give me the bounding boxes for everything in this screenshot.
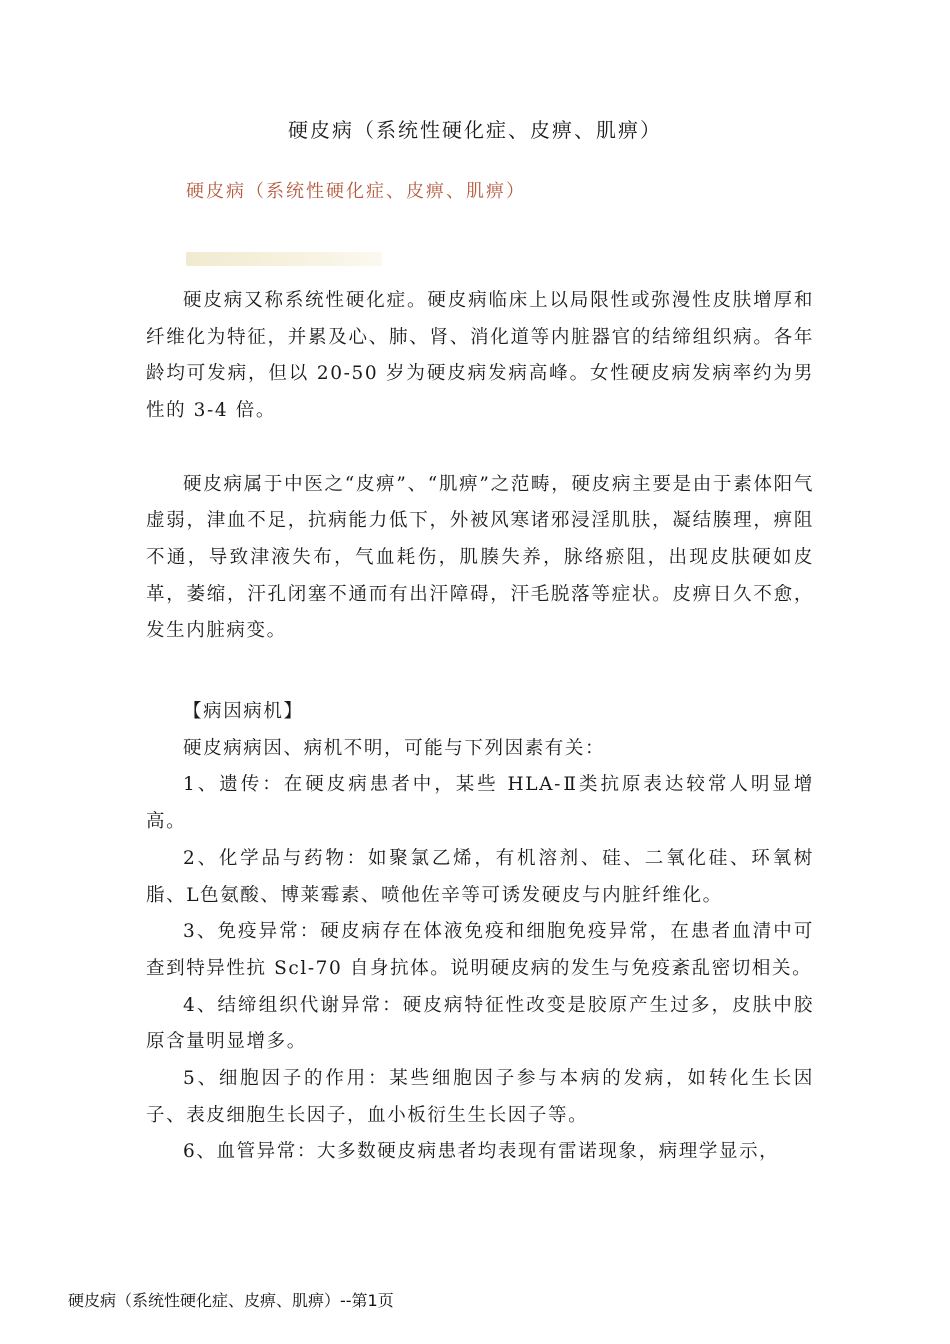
paragraph-intro: 硬皮病又称系统性硬化症。硬皮病临床上以局限性或弥漫性皮肤增厚和纤维化为特征，并累及心、肺、肾、消化道等内脏器官的结缔组织病。各年龄均可发病，但以 20-50 岁为硬皮病发病高峰。女性硬皮病发病率约为男性的 3-4 倍。 (146, 290, 814, 422)
list-item-connective-tissue: 4、结缔组织代谢异常：硬皮病特征性改变是胶原产生过多，皮肤中胶原含量明显增多。 (146, 994, 814, 1053)
faded-watermark-strip (186, 252, 382, 266)
list-item-chemicals: 2、化学品与药物：如聚氯乙烯，有机溶剂、硅、二氧化硅、环氧树脂、L色氨酸、博莱霉素、喷他佐辛等可诱发硬皮与内脏纤维化。 (146, 847, 814, 906)
paragraph-tcm: 硬皮病属于中医之“皮痹”、“肌痹”之范畴，硬皮病主要是由于素体阳气虚弱，津血不足，抗病能力低下，外被风寒诸邪浸淫肌肤，凝结腠理，痹阻不通，导致津液失布，气血耗伤，肌腠失养，脉络瘀阻，出现皮肤硬如皮革，萎缩，汗孔闭塞不通而有出汗障碍，汗毛脱落等症状。皮痹日久不愈，发生内脏病变。 (146, 473, 814, 642)
document-body (146, 283, 814, 1171)
document-title: 硬皮病（系统性硬化症、皮痹、肌痹） (288, 118, 662, 142)
page-footer: 硬皮病（系统性硬化症、皮痹、肌痹）--第1页 (68, 1291, 394, 1310)
list-item-genetics: 1、遗传：在硬皮病患者中，某些 HLA-Ⅱ类抗原表达较常人明显增高。 (146, 774, 814, 833)
paragraph-etiology-lead: 硬皮病病因、病机不明，可能与下列因素有关： (183, 737, 606, 759)
list-item-cytokines: 5、细胞因子的作用：某些细胞因子参与本病的发病，如转化生长因子、表皮细胞生长因子，血小板衍生生长因子等。 (146, 1068, 814, 1126)
list-item-vascular: 6、血管异常：大多数硬皮病患者均表现有雷诺现象，病理学显示， (183, 1141, 780, 1163)
document-subtitle: 硬皮病（系统性硬化症、皮痹、肌痹） (186, 181, 526, 202)
list-item-immunity: 3、免疫异常：硬皮病存在体液免疫和细胞免疫异常，在患者血清中可查到特异性抗 Scl-70 自身抗体。说明硬皮病的发生与免疫紊乱密切相关。 (146, 921, 814, 979)
section-heading-etiology: 【病因病机】 (183, 701, 304, 723)
